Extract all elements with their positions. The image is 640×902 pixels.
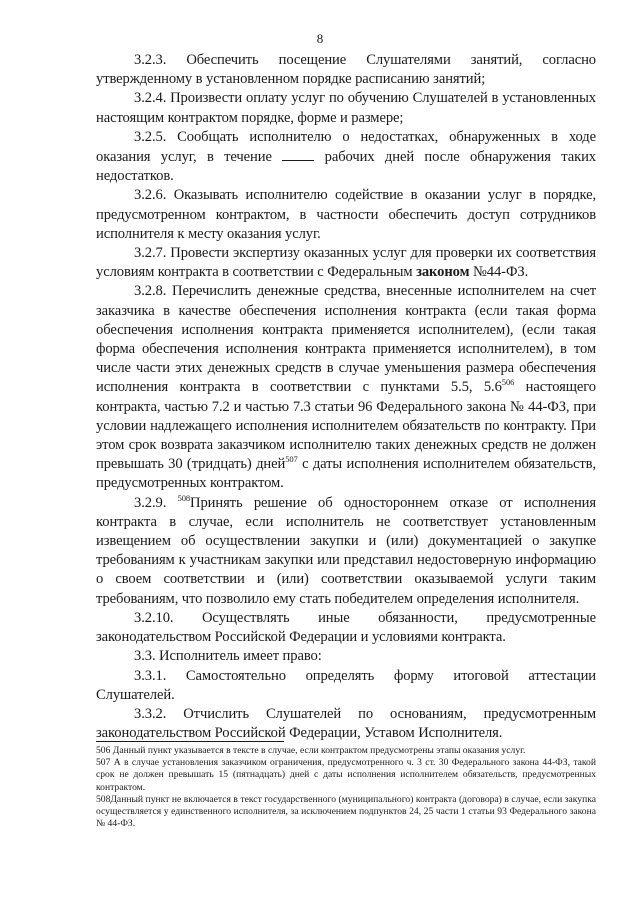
clause-3-2-5-text-before: 3.2.5. Сообщать исполнителю о недостатках, обнаруженных в ходе оказания услуг, в течение [96, 128, 596, 166]
clause-3-2-9 [96, 494, 596, 609]
blank-field [282, 147, 314, 161]
clause-3-3-2: 3.3.2. Отчислить Слушателей по основаниям, предусмотренным законодательством Российской Федерации, Уставом Исполнителя. [96, 705, 596, 742]
clause-3-2-9-prefix: 3.2.9. [134, 494, 167, 511]
clause-3-2-8-part1: 3.2.8. Перечислить денежные средства, внесенные исполнителем на счет заказчика в качестве обеспечения исполнения контракта (если такая форма обеспечения исполнения контракта применяется исполнителем), (если такая форма обеспечения исполнения контракта применяется исполнителем), в том числе части этих денежных средств в случае уменьшения размера обеспечения исполнения контракта в соответствии с пунктами 5.5, 5.6 [96, 283, 596, 396]
clause-3-2-7-text: 3.2.7. Провести экспертизу оказанных услуг для проверки их соответствия условиям контракта в соответствии с Федеральным [96, 245, 596, 281]
clause-3-2-8-part2: настоящего контракта, частью 7.2 и частью 7.3 статьи 96 Федерального закона № 44-ФЗ, при условии надлежащего исполнения исполнителем обязательств по контракту. При этом срок возврата заказчиком исполнителю таких денежных средств не должен превышать 30 (тридцать) дней [96, 379, 596, 473]
clause-3-3: 3.3. Исполнитель имеет право: [134, 648, 322, 665]
clause-3-2-6: 3.2.6. Оказывать исполнителю содействие в оказании услуг в порядке, предусмотренном контрактом, в частности обеспечить доступ сотрудников исполнителя к месту оказания услуг. [96, 187, 596, 242]
clause-3-2-8-part3: с даты исполнения исполнителем обязательств, предусмотренных контрактом. [96, 456, 596, 492]
footnote-ref-508: 508 [177, 492, 191, 503]
clause-3-2-5-text-after: рабочих дней после обнаружения таких недостатков. [96, 149, 596, 185]
clause-3-2-10: 3.2.10. Осуществлять иные обязанности, предусмотренные законодательством Российской Федерации и условиями контракта. [96, 609, 596, 646]
clause-3-2-3: 3.2.3. Обеспечить посещение Слушателями занятий, согласно утвержденному в установленном порядке расписанию занятий; [96, 52, 596, 88]
footnote-506: 506 Данный пункт указывается в тексте в случае, если контрактом предусмотрены этапы оказания услуг. [96, 745, 526, 756]
contract-body [96, 51, 596, 743]
footnotes [96, 745, 596, 830]
clause-3-2-7-tail: №44-ФЗ. [472, 264, 529, 281]
law-link-word: законом [416, 264, 470, 281]
clause-3-3-1: 3.3.1. Самостоятельно определять форму итоговой аттестации Слушателей. [96, 667, 596, 703]
clause-3-2-7 [96, 244, 596, 282]
clause-3-2-5 [96, 128, 596, 187]
footnote-ref-507: 507 [285, 454, 298, 465]
footnote-508: 508Данный пункт не включается в текст государственного (муниципального) контракта (договора) в случае, если закупка осуществляется у единственного исполнителя, за исключением подпунктов 24, 25 части 1 статьи 93 Федерального закона № 44-ФЗ. [96, 793, 596, 830]
footnote-separator [96, 741, 284, 742]
page-number: 8 [316, 31, 324, 46]
footnote-507: 507 А в случае установления заказчиком ограничения, предусмотренного ч. 3 ст. 30 Федерального закона 44-ФЗ, такой срок не должен превышать 15 (пятнадцать) дней с даты исполнения исполнителем обязательств, предусмотренных контрактом. [96, 757, 596, 793]
clause-3-2-8 [96, 282, 596, 493]
footnote-ref-506: 506 [501, 377, 515, 388]
clause-3-2-9-text: Принять решение об одностороннем отказе от исполнения контракта в случае, если исполнитель не соответствует установленным извещением об осуществлении закупки и (или) документацией о закупке требованиям к участникам закупки или представил недостоверную информацию о своем соответствии и (или) соответствии оказываемой услуги таким требованиям, что позволило ему стать победителем определения исполнителя. [96, 494, 596, 607]
clause-3-2-4: 3.2.4. Произвести оплату услуг по обучению Слушателей в установленных настоящим контрактом порядке, форме и размере; [96, 90, 596, 126]
